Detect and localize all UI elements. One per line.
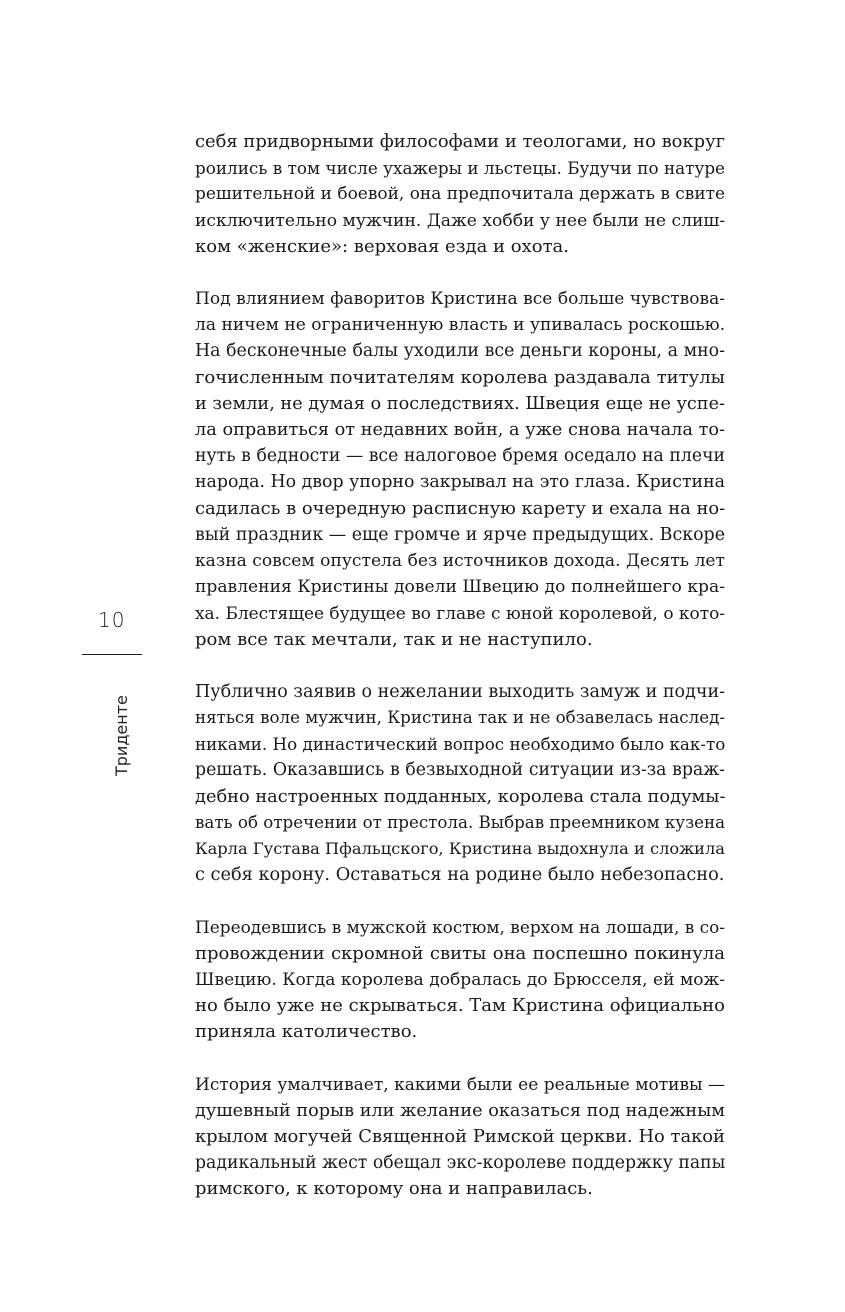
text-line: садилась в очередную расписную карету и ехала на но- bbox=[195, 497, 726, 519]
text-line: римского, к которому она и направилась. bbox=[195, 1178, 593, 1200]
text-line: ком «женские»: верховая езда и охота. bbox=[195, 235, 570, 257]
text-line: гочисленным почитателям королева раздавала титулы bbox=[195, 366, 725, 388]
text-line: казна совсем опустела без источников дохода. Десять лет bbox=[195, 551, 725, 572]
text-line: ла ничем не ограниченную власть и упивалась роскошью. bbox=[195, 315, 725, 336]
text-line: На бесконечные балы уходили все деньги короны, а мно- bbox=[195, 341, 725, 362]
text-line: Переодевшись в мужской костюм, верхом на лошади, в со- bbox=[195, 917, 725, 938]
text-line: провождении скромной свиты она поспешно покинула bbox=[195, 942, 725, 964]
text-line: народа. Но двор упорно закрывал на это глаза. Кристина bbox=[195, 472, 725, 493]
text-line: правления Кристины довели Швецию до полнейшего кра- bbox=[195, 577, 725, 598]
text-line: душевный порыв или желание оказаться под надежным bbox=[195, 1100, 725, 1121]
text-line: себя придворными философами и теологами, но вокруг bbox=[195, 131, 725, 152]
text-line: няться воле мужчин, Кристина так и не обзавелась наслед- bbox=[195, 708, 725, 728]
text-line: решать. Оказавшись в безвыходной ситуации из-за враж- bbox=[195, 760, 725, 781]
page-number: 10 bbox=[98, 608, 126, 632]
paragraph-5 bbox=[195, 1072, 725, 1203]
text-line: нуть в бедности — все налоговое бремя оседало на плечи bbox=[195, 446, 725, 467]
body-text bbox=[195, 129, 725, 1229]
text-line: вать об отречении от престола. Выбрав преемником кузена bbox=[195, 812, 726, 832]
paragraph-2 bbox=[195, 286, 725, 653]
text-line: но было уже не скрываться. Там Кристина официально bbox=[195, 995, 725, 1017]
running-title: Триденте bbox=[112, 695, 131, 776]
text-line: никами. Но династический вопрос необходимо было как-то bbox=[195, 734, 726, 755]
text-line: ха. Блестящее будущее во главе с юной королевой, о кото- bbox=[195, 603, 725, 624]
text-line: Под влиянием фаворитов Кристина все больше чувствова- bbox=[195, 289, 725, 310]
text-line: роились в том числе ухажеры и льстецы. Будучи по натуре bbox=[195, 158, 725, 179]
text-line: с себя корону. Оставаться на родине было небезопасно. bbox=[195, 865, 725, 886]
text-line: радикальный жест обещал экс-королеве поддержку папы bbox=[195, 1153, 726, 1174]
paragraph-4 bbox=[195, 914, 725, 1045]
text-line: Карла Густава Пфальцского, Кристина выдохнула и сложила bbox=[195, 839, 725, 859]
text-line: ром все так мечтали, так и не наступило. bbox=[195, 628, 593, 650]
text-line: вый праздник — еще громче и ярче предыдущих. Вскоре bbox=[195, 524, 725, 545]
text-line: Публично заявив о нежелании выходить замуж и подчи- bbox=[195, 681, 726, 702]
paragraph-3 bbox=[195, 679, 725, 889]
text-line: и земли, не думая о последствиях. Швеция еще не успе- bbox=[195, 393, 725, 414]
text-line: ла оправиться от недавних войн, а уже снова начала то- bbox=[195, 420, 725, 441]
text-line: дебно настроенных подданных, королева стала подумы- bbox=[195, 786, 726, 807]
margin-divider bbox=[82, 654, 142, 655]
paragraph-1 bbox=[195, 129, 725, 260]
text-line: решительной и боевой, она предпочитала держать в свите bbox=[195, 184, 726, 205]
text-line: исключительно мужчин. Даже хобби у нее были не слиш- bbox=[195, 210, 726, 231]
text-line: приняла католичество. bbox=[195, 1021, 418, 1043]
text-line: Швецию. Когда королева добралась до Брюсселя, ей мож- bbox=[195, 969, 725, 990]
text-line: крылом могучей Священной Римской церкви. Но такой bbox=[195, 1125, 725, 1147]
text-line: История умалчивает, какими были ее реальные мотивы — bbox=[195, 1074, 725, 1095]
